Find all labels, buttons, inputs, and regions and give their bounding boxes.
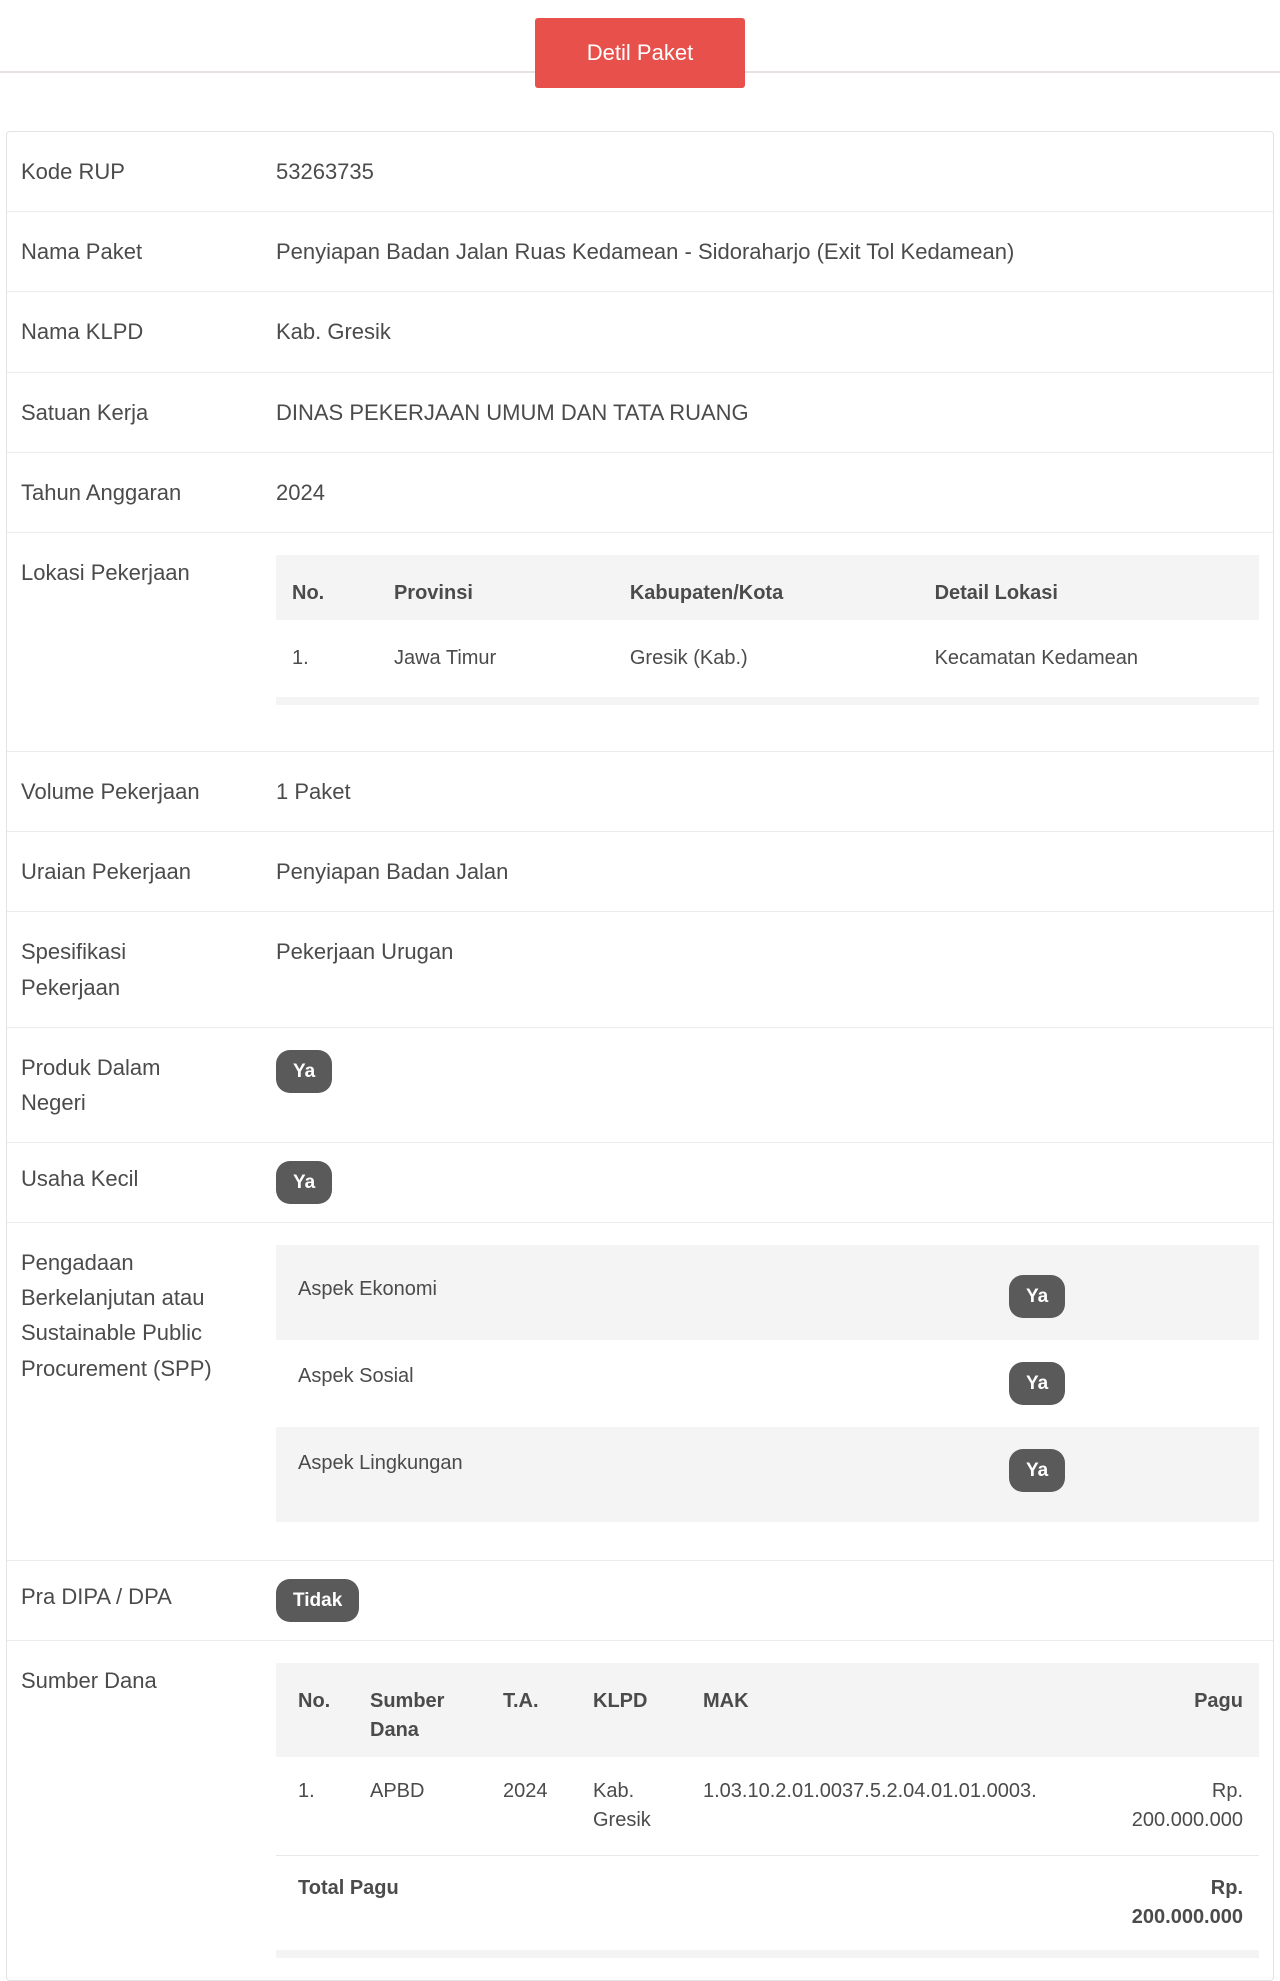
badge-aspek-sosial: Ya [1009, 1362, 1065, 1405]
sumber-header-no: No. [298, 1690, 331, 1713]
lokasi-cell-kabupaten: Gresik (Kab.) [629, 646, 748, 669]
spp-aspect-label: Aspek Sosial [298, 1365, 414, 1388]
field-label-sumber-dana: Sumber Dana [21, 1668, 157, 1694]
field-label-nama-klpd: Nama KLPD [21, 319, 144, 345]
field-label-pra-dipa-dpa: Pra DIPA / DPA [21, 1584, 172, 1610]
row-pengadaan-berkelanjutan [7, 1223, 1273, 1561]
field-value-uraian-pekerjaan: Penyiapan Badan Jalan [276, 859, 509, 885]
lokasi-cell-provinsi: Jawa Timur [393, 646, 497, 669]
lokasi-header-detail: Detail Lokasi [934, 581, 1058, 604]
field-value-volume-pekerjaan: 1 Paket [276, 778, 351, 804]
field-label-produk-dalam-negeri: Produk Dalam Negeri [21, 1054, 161, 1115]
field-label-nama-paket: Nama Paket [21, 239, 143, 265]
total-pagu-value: Rp. 200.000.000 [1131, 1877, 1243, 1929]
spp-aspect-label: Aspek Ekonomi [298, 1278, 437, 1301]
field-value-tahun-anggaran: 2024 [276, 479, 325, 505]
row-nama-klpd [7, 292, 1273, 372]
sumber-header-ta: T.A. [503, 1690, 539, 1713]
sumber-dana-panel [276, 1663, 1259, 1958]
sumber-header-sumber-dana: Sumber Dana [370, 1690, 445, 1742]
row-sumber-dana [7, 1641, 1273, 1980]
field-value-spesifikasi-pekerjaan: Pekerjaan Urugan [276, 939, 454, 965]
field-label-uraian-pekerjaan: Uraian Pekerjaan [21, 859, 191, 885]
row-usaha-kecil [7, 1143, 1273, 1223]
total-pagu-label: Total Pagu [298, 1877, 399, 1900]
field-label-lokasi-pekerjaan: Lokasi Pekerjaan [21, 559, 190, 585]
lokasi-header-no: No. [292, 581, 325, 604]
row-pra-dipa-dpa [7, 1561, 1273, 1641]
badge-aspek-lingkungan: Ya [1009, 1449, 1065, 1492]
field-label-satuan-kerja: Satuan Kerja [21, 399, 149, 425]
row-produk-dalam-negeri [7, 1028, 1273, 1143]
spp-panel [276, 1245, 1259, 1522]
spp-table [276, 1253, 1259, 1514]
table-row [276, 620, 1259, 697]
field-label-pengadaan-berkelanjutan: Pengadaan Berkelanjutan atau Sustainable Public Procurement (SPP) [21, 1250, 212, 1381]
lokasi-header-provinsi: Provinsi [393, 581, 473, 604]
table-row [276, 1427, 1259, 1514]
field-value-satuan-kerja: DINAS PEKERJAAN UMUM DAN TATA RUANG [276, 399, 749, 425]
badge-usaha-kecil: Ya [276, 1161, 332, 1204]
field-value-nama-klpd: Kab. Gresik [276, 319, 391, 345]
tab-detil-paket[interactable]: Detil Paket [535, 18, 745, 88]
field-label-kode-rup: Kode RUP [21, 159, 125, 184]
sumber-header-mak: MAK [703, 1690, 749, 1713]
sumber-header-pagu: Pagu [1194, 1690, 1243, 1713]
row-nama-paket [7, 212, 1273, 292]
row-kode-rup [7, 132, 1273, 212]
sumber-cell-sumber-dana: APBD [370, 1780, 425, 1803]
sumber-dana-table [276, 1671, 1259, 1950]
spp-aspect-label: Aspek Lingkungan [298, 1452, 463, 1475]
detail-card [6, 131, 1274, 1981]
table-row [276, 1253, 1259, 1340]
field-label-spesifikasi-pekerjaan: Spesifikasi Pekerjaan [21, 939, 127, 1000]
row-tahun-anggaran [7, 453, 1273, 533]
row-lokasi-pekerjaan [7, 533, 1273, 752]
row-volume-pekerjaan [7, 752, 1273, 832]
sumber-cell-ta: 2024 [503, 1780, 548, 1803]
tab-bar [0, 0, 1280, 73]
table-row [276, 1757, 1259, 1856]
total-pagu-row [276, 1856, 1259, 1951]
row-spesifikasi-pekerjaan [7, 912, 1273, 1027]
badge-aspek-ekonomi: Ya [1009, 1275, 1065, 1318]
row-uraian-pekerjaan [7, 832, 1273, 912]
row-satuan-kerja [7, 373, 1273, 453]
sumber-cell-klpd: Kab. Gresik [593, 1780, 651, 1832]
lokasi-cell-no: 1. [292, 646, 309, 669]
lokasi-header-kabupaten: Kabupaten/Kota [629, 581, 784, 604]
badge-pra-dipa-dpa: Tidak [276, 1579, 359, 1622]
lokasi-panel [276, 555, 1259, 705]
lokasi-cell-detail: Kecamatan Kedamean [934, 646, 1139, 669]
field-label-volume-pekerjaan: Volume Pekerjaan [21, 778, 200, 804]
field-value-kode-rup: 53263735 [276, 159, 374, 184]
sumber-cell-pagu: Rp. 200.000.000 [1131, 1780, 1243, 1832]
lokasi-table [276, 563, 1259, 697]
field-label-usaha-kecil: Usaha Kecil [21, 1166, 139, 1192]
sumber-cell-mak: 1.03.10.2.01.0037.5.2.04.01.01.0003. [703, 1780, 1037, 1803]
sumber-cell-no: 1. [298, 1780, 315, 1803]
field-value-nama-paket: Penyiapan Badan Jalan Ruas Kedamean - Sidoraharjo (Exit Tol Kedamean) [276, 239, 1015, 265]
badge-produk-dalam-negeri: Ya [276, 1050, 332, 1093]
field-label-tahun-anggaran: Tahun Anggaran [21, 479, 182, 505]
sumber-header-klpd: KLPD [593, 1690, 648, 1713]
table-row [276, 1340, 1259, 1427]
